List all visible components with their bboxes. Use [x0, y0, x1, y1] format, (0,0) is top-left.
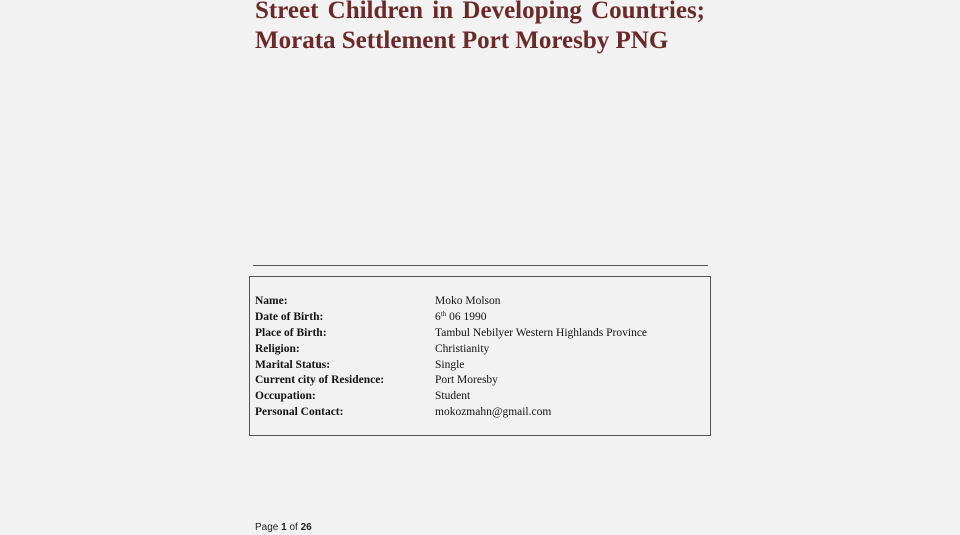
- info-label: Date of Birth:: [255, 311, 324, 323]
- dob-rest: 06 1990: [446, 311, 487, 323]
- personal-info-box: [249, 276, 711, 436]
- info-label: Current city of Residence:: [255, 374, 385, 386]
- info-label: Personal Contact:: [255, 406, 344, 418]
- footer-page-word: Page: [255, 522, 279, 533]
- info-label: Religion:: [255, 343, 300, 355]
- footer-total-pages: 26: [300, 522, 312, 533]
- info-label: Occupation:: [255, 390, 316, 402]
- info-label: Place of Birth:: [255, 327, 327, 339]
- info-value: mokozmahn@gmail.com: [435, 406, 552, 418]
- info-value: Moko Molson: [435, 295, 501, 307]
- footer-current-page: 1: [281, 522, 287, 533]
- info-value: Student: [435, 390, 471, 402]
- info-value: Single: [435, 359, 465, 371]
- info-value: Christianity: [435, 343, 490, 355]
- horizontal-rule: [253, 265, 708, 266]
- info-label: Marital Status:: [255, 359, 331, 371]
- footer-of-word: of: [289, 522, 298, 533]
- info-value: [435, 309, 486, 325]
- info-value: Port Moresby: [435, 374, 498, 386]
- info-value: Tambul Nebilyer Western Highlands Province: [435, 327, 648, 339]
- dob-day: 6: [435, 311, 441, 323]
- dob-day-suffix: th: [440, 310, 447, 318]
- page-number-footer: [255, 522, 312, 533]
- document-title: Street Children in Developing Countries; Morata Settlement Port Moresby PNG: [255, 0, 705, 54]
- info-label: Name:: [255, 295, 288, 307]
